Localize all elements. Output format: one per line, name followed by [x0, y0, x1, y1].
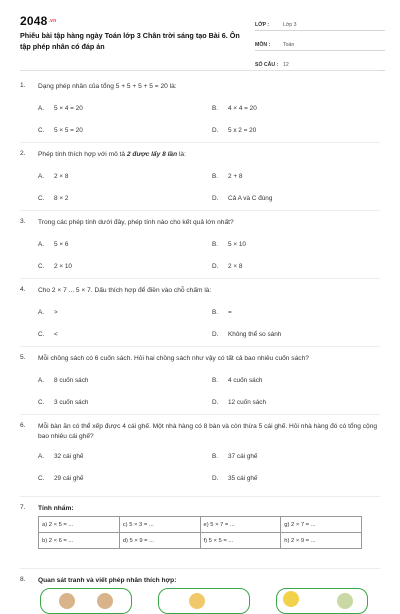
picture-frame	[158, 588, 250, 614]
option-text: 4 cuốn sách	[228, 377, 263, 384]
option-letter: C.	[38, 331, 45, 338]
options	[20, 364, 380, 404]
option-text: 29 cái ghế	[54, 475, 84, 482]
option-letter: A.	[38, 173, 45, 180]
table-row	[39, 517, 362, 533]
option-letter: D.	[212, 195, 219, 202]
header-divider	[20, 70, 380, 71]
option-letter: A.	[38, 309, 45, 316]
meta-class-row	[255, 14, 385, 31]
question-divider	[20, 346, 380, 347]
meta-subject-row	[255, 34, 385, 51]
question-text	[38, 150, 380, 160]
option-text: 8 × 2	[54, 195, 69, 202]
option-c[interactable]	[38, 331, 58, 338]
question-3	[20, 218, 380, 268]
option-text: 37 cái ghế	[228, 453, 258, 460]
meta-label: MÔN :	[255, 42, 271, 48]
option-d[interactable]	[212, 263, 242, 270]
meta-count-row	[255, 54, 385, 71]
option-letter: C.	[38, 263, 45, 270]
meta-value: Lớp 3	[283, 22, 297, 28]
table-cell[interactable]: f) 5 × 5 = ...	[200, 533, 281, 549]
option-letter: A.	[38, 453, 45, 460]
option-d[interactable]	[212, 195, 272, 202]
picture-frame	[276, 588, 368, 614]
option-c[interactable]	[38, 195, 68, 202]
option-text: 4 × 4 = 20	[228, 105, 257, 112]
option-text: 3 cuốn sách	[54, 399, 89, 406]
question-number: 3.	[20, 218, 26, 225]
meta-value: Toán	[283, 42, 295, 48]
option-text: 5 × 10	[228, 241, 246, 248]
option-text: 35 cái ghế	[228, 475, 258, 482]
question-number: 4.	[20, 286, 26, 293]
option-letter: D.	[212, 475, 219, 482]
option-letter: B.	[212, 173, 219, 180]
site-logo[interactable]	[20, 14, 56, 28]
question-6	[20, 422, 380, 480]
option-text: 2 × 10	[54, 263, 72, 270]
question-divider	[20, 278, 380, 279]
table-cell[interactable]: a) 2 × 5 = ...	[39, 517, 120, 533]
question-8	[20, 576, 380, 586]
question-text: Cho 2 × 7 ... 5 × 7. Dấu thích hợp để điền vào chỗ chấm là:	[38, 287, 212, 294]
option-text: Không thể so sánh	[228, 331, 282, 338]
option-letter: C.	[38, 399, 45, 406]
option-text: 2 × 8	[228, 263, 243, 270]
picture-frame	[40, 588, 132, 614]
option-c[interactable]	[38, 475, 84, 482]
picture-item	[189, 593, 205, 609]
option-letter: A.	[38, 241, 45, 248]
option-letter: B.	[212, 377, 219, 384]
option-text: 5 × 5 = 20	[54, 127, 83, 134]
table-row	[39, 533, 362, 549]
question-divider	[20, 210, 380, 211]
picture-item	[283, 591, 299, 607]
table-cell[interactable]: e) 5 × 7 = ...	[200, 517, 281, 533]
option-letter: C.	[38, 475, 45, 482]
question-text: Mỗi chồng sách có 6 cuốn sách. Hỏi hai chồng sách như vậy có tất cả bao nhiêu cuốn sách?	[38, 355, 309, 362]
question-text: Trong các phép tính dưới đây, phép tính nào cho kết quả lớn nhất?	[38, 219, 234, 226]
question-number: 7.	[20, 504, 26, 511]
table-cell[interactable]: g) 2 × 7 = ...	[281, 517, 362, 533]
option-b[interactable]	[212, 241, 246, 248]
options	[20, 296, 380, 336]
question-2	[20, 150, 380, 200]
option-c[interactable]	[38, 399, 88, 406]
table-cell[interactable]: b) 2 × 6 = ...	[39, 533, 120, 549]
table-cell[interactable]: c) 5 × 3 = ...	[119, 517, 200, 533]
option-text: 32 cái ghế	[54, 453, 84, 460]
question-divider	[20, 568, 380, 569]
question-text: Dạng phép nhân của tổng 5 + 5 + 5 + 5 = 20 là:	[38, 83, 177, 90]
option-letter: C.	[38, 195, 45, 202]
option-letter: D.	[212, 263, 219, 270]
question-text-emphasis: 2 được lấy 8 lần	[126, 151, 178, 158]
question-number: 5.	[20, 354, 26, 361]
question-divider	[20, 414, 380, 415]
question-1	[20, 82, 380, 132]
option-a[interactable]	[38, 377, 88, 384]
options	[20, 92, 380, 132]
options	[20, 160, 380, 200]
option-text: 2 × 8	[54, 173, 69, 180]
option-letter: D.	[212, 331, 219, 338]
logo-suffix: .vn	[48, 18, 57, 24]
option-a[interactable]	[38, 241, 68, 248]
picture-item	[337, 593, 353, 609]
option-a[interactable]	[38, 453, 84, 460]
question-number: 2.	[20, 150, 26, 157]
picture-frames	[40, 588, 370, 600]
option-letter: B.	[212, 241, 219, 248]
option-text: >	[54, 309, 58, 316]
meta-box	[255, 14, 385, 74]
option-text: =	[228, 309, 232, 316]
option-text: 5 × 6	[54, 241, 69, 248]
option-b[interactable]	[212, 309, 232, 316]
question-text: Mỗi bàn ăn có thể xếp được 4 cái ghế. Một nhà hàng có 8 bàn và còn thừa 5 cái ghế. Hỏi nhà hàng đó có tổng cộng bao nhiêu cái ghế?	[38, 423, 378, 440]
option-letter: B.	[212, 453, 219, 460]
option-a[interactable]	[38, 173, 68, 180]
option-b[interactable]	[212, 173, 242, 180]
option-c[interactable]	[38, 127, 83, 134]
question-divider	[20, 142, 380, 143]
option-letter: D.	[212, 127, 219, 134]
options	[20, 228, 380, 268]
question-text-end: là:	[177, 151, 186, 158]
option-d[interactable]	[212, 399, 266, 406]
option-b[interactable]	[212, 105, 257, 112]
question-number: 1.	[20, 82, 26, 89]
options	[20, 440, 380, 480]
worksheet-title: Phiếu bài tập hàng ngày Toán lớp 3 Chân trời sáng tạo Bài 6. Ôn tập phép nhân có đáp án	[20, 31, 240, 51]
question-text-start: Phép tính thích hợp với mô tả	[38, 151, 127, 158]
question-divider	[20, 496, 380, 497]
mental-math-table	[38, 516, 362, 549]
option-text: 5 × 4 = 20	[54, 105, 83, 112]
table-cell[interactable]: h) 2 × 9 = ...	[281, 533, 362, 549]
question-number: 6.	[20, 422, 26, 429]
question-title: Tính nhẩm:	[38, 505, 74, 512]
option-d[interactable]	[212, 331, 281, 338]
option-text: Cả A và C đúng	[228, 195, 273, 202]
option-text: 12 cuốn sách	[228, 399, 267, 406]
option-text: <	[54, 331, 58, 338]
table-cell[interactable]: d) 5 × 9 = ...	[119, 533, 200, 549]
option-d[interactable]	[212, 475, 258, 482]
question-4	[20, 286, 380, 336]
option-letter: B.	[212, 309, 219, 316]
option-letter: A.	[38, 377, 45, 384]
logo-text: 2048	[20, 14, 48, 28]
option-text: 5 x 2 = 20	[228, 127, 257, 134]
option-a[interactable]	[38, 105, 83, 112]
question-title: Quan sát tranh và viết phép nhân thích hợp:	[38, 577, 177, 584]
meta-label: SỐ CÂU :	[255, 62, 279, 68]
option-c[interactable]	[38, 263, 72, 270]
picture-item	[97, 593, 113, 609]
option-letter: B.	[212, 105, 219, 112]
option-a[interactable]	[38, 309, 58, 316]
option-letter: A.	[38, 105, 45, 112]
option-d[interactable]	[212, 127, 256, 134]
option-letter: C.	[38, 127, 45, 134]
option-b[interactable]	[212, 377, 262, 384]
option-text: 2 + 8	[228, 173, 243, 180]
meta-label: LỚP :	[255, 22, 270, 28]
option-letter: D.	[212, 399, 219, 406]
picture-item	[59, 593, 75, 609]
option-b[interactable]	[212, 453, 258, 460]
question-5	[20, 354, 380, 404]
question-7	[20, 504, 380, 514]
meta-value: 12	[283, 62, 289, 68]
question-number: 8.	[20, 576, 26, 583]
option-text: 8 cuốn sách	[54, 377, 89, 384]
